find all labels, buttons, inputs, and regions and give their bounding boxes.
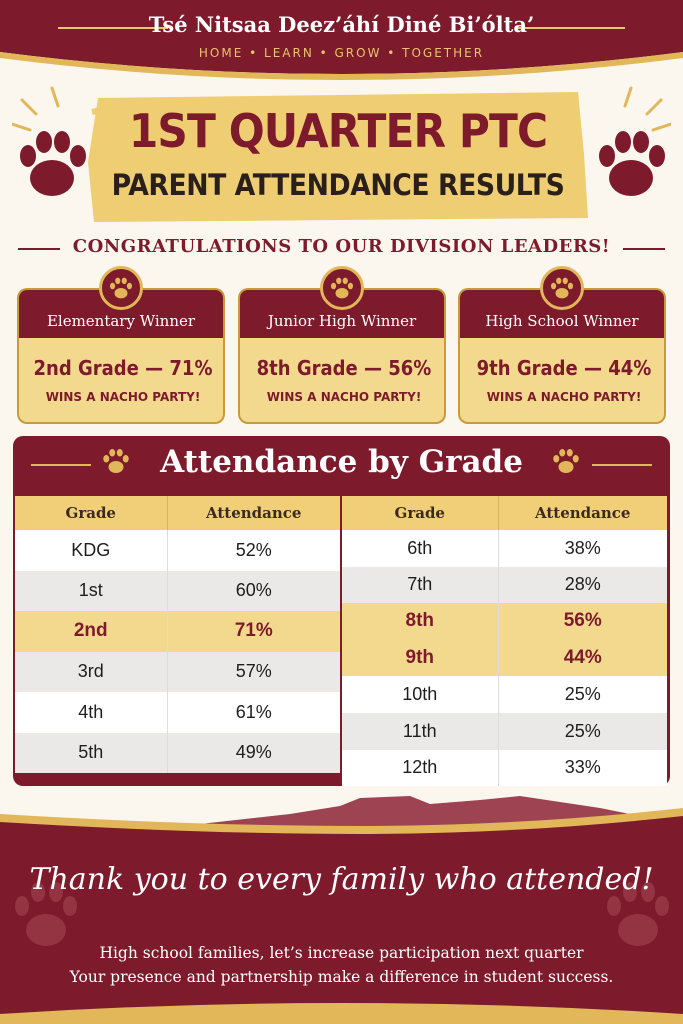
paw-print-icon xyxy=(12,86,92,208)
attendance-cell: 60% xyxy=(167,571,340,612)
table-row xyxy=(15,530,340,571)
grade-cell: 1st xyxy=(15,571,167,612)
congrats-heading: CONGRATULATIONS TO OUR DIVISION LEADERS! xyxy=(72,236,611,257)
table-row xyxy=(15,733,340,774)
grade-cell: KDG xyxy=(15,530,167,571)
attendance-cell: 25% xyxy=(498,713,667,750)
table-row xyxy=(342,567,667,604)
column-header-attendance: Attendance xyxy=(167,496,340,530)
paw-print-icon xyxy=(108,275,134,301)
table-row xyxy=(342,603,667,640)
winner-card-junior-high xyxy=(238,288,446,424)
attendance-cell: 56% xyxy=(498,603,667,640)
title-line-2: PARENT ATTENDANCE RESULTS xyxy=(111,168,565,202)
header-banner xyxy=(0,0,683,80)
thank-you-message: Thank you to every family who attended! xyxy=(29,862,654,897)
attendance-cell: 25% xyxy=(498,676,667,713)
grade-cell: 11th xyxy=(342,713,498,750)
table-row xyxy=(15,571,340,612)
attendance-table-left xyxy=(15,496,340,773)
table-row xyxy=(15,692,340,733)
column-header-grade: Grade xyxy=(342,496,498,530)
column-header-attendance: Attendance xyxy=(498,496,667,530)
winner-prize: WINS A NACHO PARTY! xyxy=(486,390,642,404)
title-block xyxy=(88,92,588,222)
grade-cell: 7th xyxy=(342,567,498,604)
winner-card-high-school xyxy=(458,288,666,424)
attendance-cell: 61% xyxy=(167,692,340,733)
attendance-cell: 28% xyxy=(498,567,667,604)
table-row xyxy=(342,713,667,750)
footer-line-2: Your presence and partnership make a difference in student success. xyxy=(69,968,614,986)
attendance-cell: 33% xyxy=(498,750,667,787)
grade-cell: 2nd xyxy=(15,611,167,652)
winner-label: Elementary Winner xyxy=(46,312,196,330)
winner-value: 9th Grade — 44% xyxy=(476,356,652,380)
grade-cell: 3rd xyxy=(15,652,167,693)
title-line-1: 1ST QUARTER PTC xyxy=(128,104,548,158)
attendance-panel xyxy=(13,436,670,786)
grade-cell: 9th xyxy=(342,640,498,677)
attendance-cell: 52% xyxy=(167,530,340,571)
winner-card-elementary xyxy=(17,288,225,424)
table-row xyxy=(15,652,340,693)
table-row xyxy=(342,530,667,567)
paw-print-icon xyxy=(549,275,575,301)
footer-banner xyxy=(0,796,683,1024)
grade-cell: 6th xyxy=(342,530,498,567)
attendance-cell: 49% xyxy=(167,733,340,774)
paw-print-icon xyxy=(329,275,355,301)
attendance-cell: 44% xyxy=(498,640,667,677)
paw-badge xyxy=(99,266,143,310)
footer-line-1: High school families, let’s increase participation next quarter xyxy=(99,944,584,962)
tagline: HOME • LEARN • GROW • TOGETHER xyxy=(198,46,485,60)
attendance-cell: 57% xyxy=(167,652,340,693)
column-header-grade: Grade xyxy=(15,496,167,530)
winner-value: 2nd Grade — 71% xyxy=(33,356,213,380)
grade-cell: 5th xyxy=(15,733,167,774)
attendance-cell: 38% xyxy=(498,530,667,567)
grade-cell: 10th xyxy=(342,676,498,713)
attendance-title: Attendance by Grade xyxy=(160,444,523,480)
paw-badge xyxy=(540,266,584,310)
grade-cell: 12th xyxy=(342,750,498,787)
winner-label: Junior High Winner xyxy=(267,312,417,330)
attendance-table-right xyxy=(342,496,667,786)
winner-prize: WINS A NACHO PARTY! xyxy=(266,390,422,404)
grade-cell: 8th xyxy=(342,603,498,640)
table-row xyxy=(342,750,667,787)
grade-cell: 4th xyxy=(15,692,167,733)
paw-badge xyxy=(320,266,364,310)
winner-value: 8th Grade — 56% xyxy=(256,356,432,380)
table-row xyxy=(15,611,340,652)
paw-print-icon xyxy=(591,86,671,208)
attendance-cell: 71% xyxy=(167,611,340,652)
table-row xyxy=(342,640,667,677)
table-row xyxy=(342,676,667,713)
winner-label: High School Winner xyxy=(485,312,639,330)
winner-prize: WINS A NACHO PARTY! xyxy=(45,390,201,404)
school-name: Tsé Nitsaa Deez’áhí Diné Bi’ólta’ xyxy=(148,12,535,37)
